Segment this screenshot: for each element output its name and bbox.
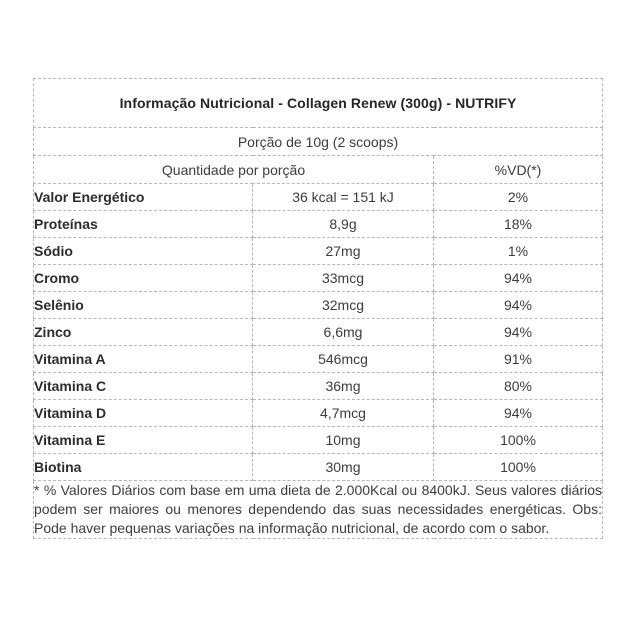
nutrient-dv: 100% bbox=[434, 427, 603, 454]
nutrient-dv: 94% bbox=[434, 400, 603, 427]
nutrient-dv: 1% bbox=[434, 238, 603, 265]
table-row bbox=[34, 454, 603, 481]
nutrient-dv: 94% bbox=[434, 319, 603, 346]
footnote: * % Valores Diários com base em uma dieta de 2.000Kcal ou 8400kJ. Seus valores diários podem ser maiores ou menores dependendo das suas necessidades energéticas. Obs: Pode haver pequenas variações na informação nutricional, de acordo com o sabor. bbox=[34, 481, 603, 539]
table-row bbox=[34, 265, 603, 292]
nutrient-dv: 91% bbox=[434, 346, 603, 373]
nutrient-dv: 2% bbox=[434, 184, 603, 211]
serving-size: Porção de 10g (2 scoops) bbox=[34, 128, 603, 156]
nutrient-quantity: 8,9g bbox=[253, 211, 434, 238]
nutrient-label: Vitamina A bbox=[34, 346, 253, 373]
nutrient-quantity: 36 kcal = 151 kJ bbox=[253, 184, 434, 211]
nutrition-table bbox=[33, 78, 603, 539]
nutrient-label: Cromo bbox=[34, 265, 253, 292]
nutrient-dv: 100% bbox=[434, 454, 603, 481]
nutrient-dv: 94% bbox=[434, 292, 603, 319]
nutrient-quantity: 27mg bbox=[253, 238, 434, 265]
dv-column-header: %VD(*) bbox=[434, 156, 603, 184]
nutrition-label bbox=[33, 78, 603, 539]
nutrient-dv: 94% bbox=[434, 265, 603, 292]
table-row bbox=[34, 292, 603, 319]
nutrient-label: Vitamina D bbox=[34, 400, 253, 427]
nutrient-label: Vitamina E bbox=[34, 427, 253, 454]
title-row bbox=[34, 79, 603, 128]
nutrient-label: Sódio bbox=[34, 238, 253, 265]
table-row bbox=[34, 346, 603, 373]
nutrient-label: Selênio bbox=[34, 292, 253, 319]
nutrient-label: Proteínas bbox=[34, 211, 253, 238]
serving-row bbox=[34, 128, 603, 156]
table-row bbox=[34, 400, 603, 427]
nutrient-label: Biotina bbox=[34, 454, 253, 481]
nutrient-dv: 18% bbox=[434, 211, 603, 238]
nutrient-quantity: 30mg bbox=[253, 454, 434, 481]
table-row bbox=[34, 184, 603, 211]
nutrient-quantity: 32mcg bbox=[253, 292, 434, 319]
footnote-row bbox=[34, 481, 603, 539]
nutrient-quantity: 6,6mg bbox=[253, 319, 434, 346]
table-row bbox=[34, 373, 603, 400]
nutrient-quantity: 36mg bbox=[253, 373, 434, 400]
column-header-row bbox=[34, 156, 603, 184]
table-row bbox=[34, 319, 603, 346]
table-row bbox=[34, 211, 603, 238]
quantity-column-header: Quantidade por porção bbox=[34, 156, 434, 184]
nutrient-label: Valor Energético bbox=[34, 184, 253, 211]
nutrient-quantity: 546mcg bbox=[253, 346, 434, 373]
table-row bbox=[34, 238, 603, 265]
nutrient-quantity: 4,7mcg bbox=[253, 400, 434, 427]
nutrient-dv: 80% bbox=[434, 373, 603, 400]
table-row bbox=[34, 427, 603, 454]
nutrient-label: Vitamina C bbox=[34, 373, 253, 400]
nutrient-label: Zinco bbox=[34, 319, 253, 346]
table-title: Informação Nutricional - Collagen Renew (300g) - NUTRIFY bbox=[34, 79, 603, 128]
nutrient-quantity: 33mcg bbox=[253, 265, 434, 292]
nutrient-quantity: 10mg bbox=[253, 427, 434, 454]
